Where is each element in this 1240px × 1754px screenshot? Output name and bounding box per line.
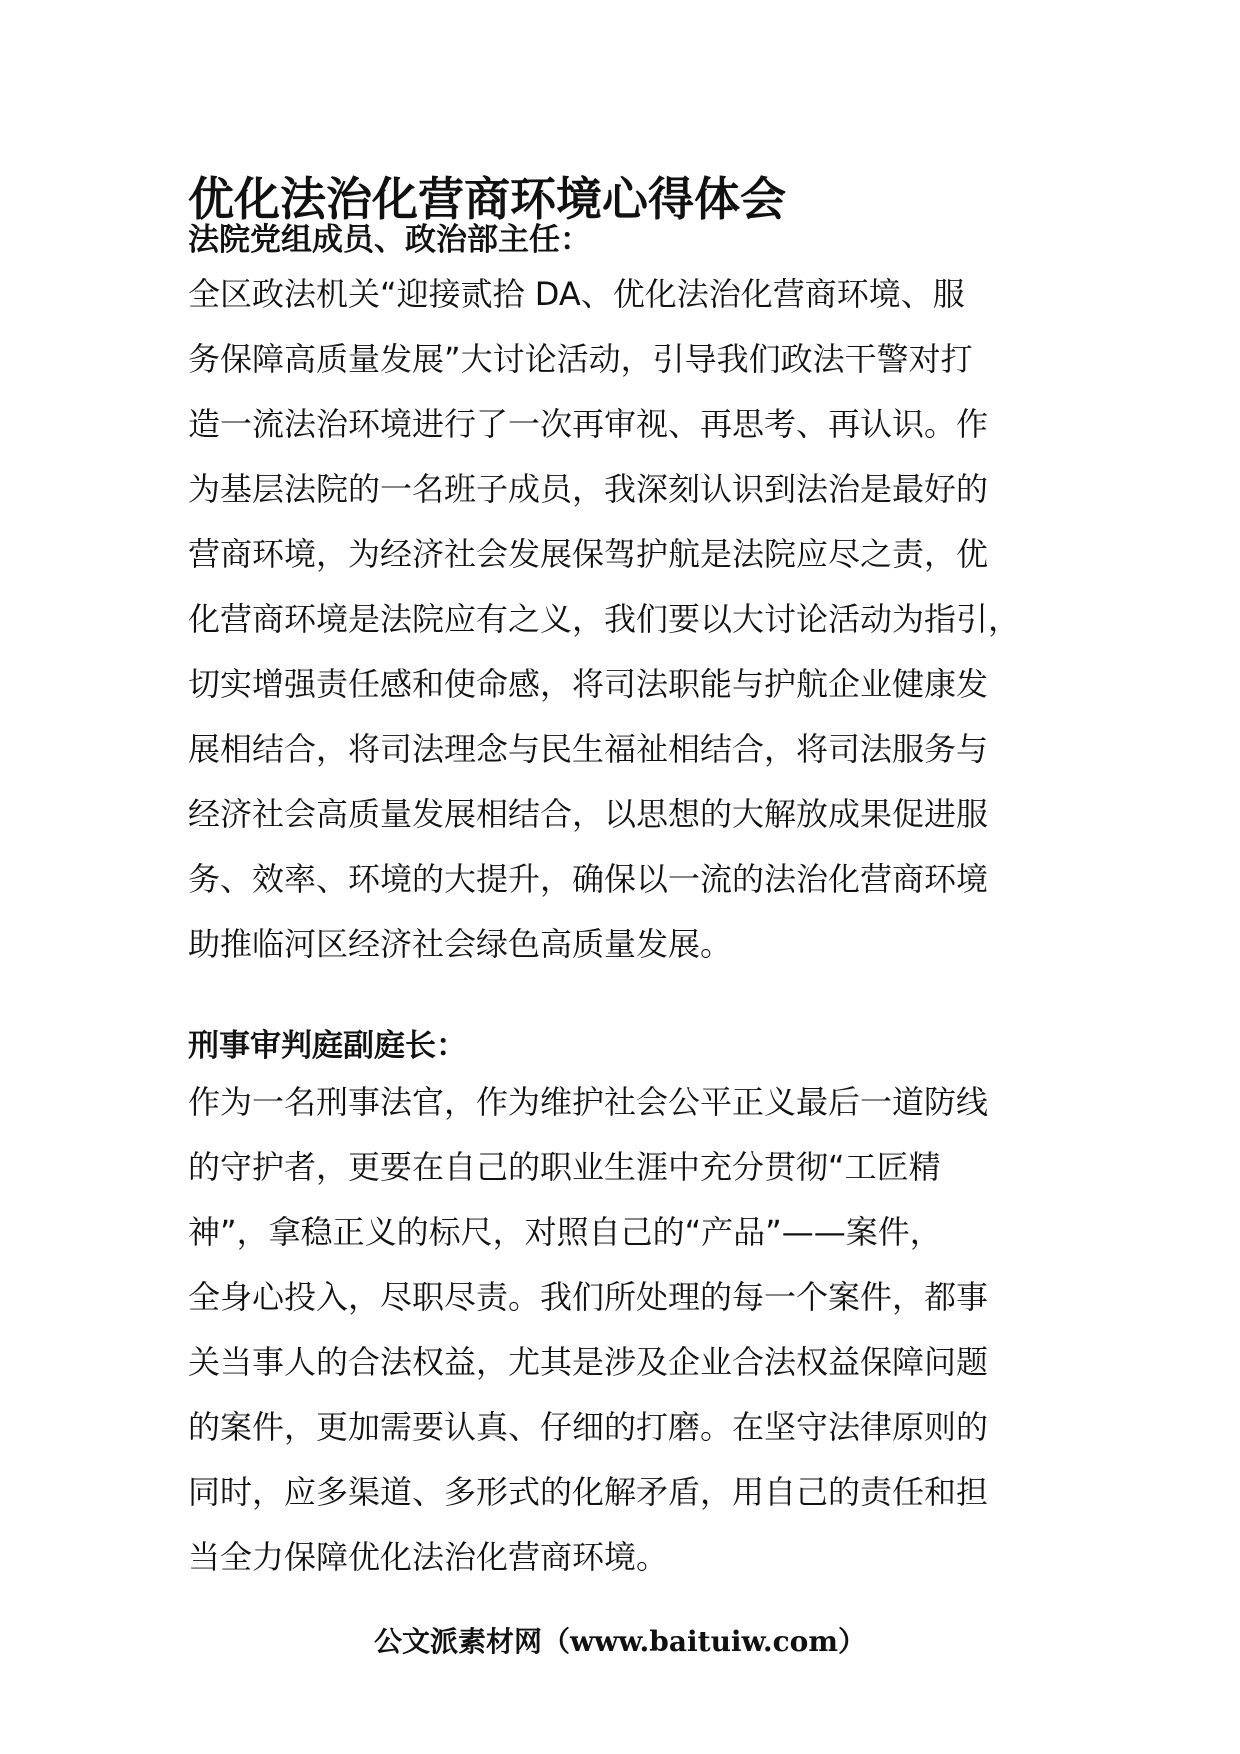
paragraph-line: 造一流法治环境进行了一次再审视、再思考、再认识。作 <box>188 405 989 443</box>
paragraph-line: 务保障高质量发展”大讨论活动，引导我们政法干警对打 <box>188 340 973 378</box>
footer-source: 公文派素材网（www.baituiw.com） <box>374 1625 866 1658</box>
paragraph-line: 全身心投入，尽职尽责。我们所处理的每一个案件，都事 <box>188 1278 989 1316</box>
paragraph-line: 助推临河区经济社会绿色高质量发展。 <box>188 925 733 963</box>
paragraph-line: 经济社会高质量发展相结合，以思想的大解放成果促进服 <box>188 795 989 833</box>
paragraph-line: 务、效率、环境的大提升，确保以一流的法治化营商环境 <box>188 860 989 898</box>
paragraph-line: 切实增强责任感和使命感，将司法职能与护航企业健康发 <box>188 665 989 703</box>
paragraph-line: 神”，拿稳正义的标尺，对照自己的“产品”——案件， <box>188 1213 942 1251</box>
paragraph-line: 为基层法院的一名班子成员，我深刻认识到法治是最好的 <box>188 470 989 508</box>
paragraph-line: 当全力保障优化法治化营商环境。 <box>188 1538 669 1576</box>
paragraph-line: 展相结合，将司法理念与民生福祉相结合，将司法服务与 <box>188 730 989 768</box>
paragraph-line: 营商环境，为经济社会发展保驾护航是法院应尽之责，优 <box>188 535 989 573</box>
paragraph-line: 全区政法机关“迎接贰拾 DA、优化法治化营商环境、服 <box>188 275 965 313</box>
paragraph-line: 同时，应多渠道、多形式的化解矛盾，用自己的责任和担 <box>188 1473 989 1511</box>
section-heading-2: 刑事审判庭副庭长： <box>188 1028 467 1064</box>
paragraph-line: 的守护者，更要在自己的职业生涯中充分贯彻“工匠精 <box>188 1148 941 1186</box>
section-paragraph-1 <box>188 262 1068 977</box>
paragraph-line: 化营商环境是法院应有之义，我们要以大讨论活动为指引， <box>188 600 1021 638</box>
section-paragraph-2 <box>188 1070 1068 1590</box>
document-title: 优化法治化营商环境心得体会 <box>188 172 786 226</box>
paragraph-line: 作为一名刑事法官，作为维护社会公平正义最后一道防线 <box>188 1083 989 1121</box>
paragraph-line: 关当事人的合法权益，尤其是涉及企业合法权益保障问题 <box>188 1343 989 1381</box>
paragraph-line: 的案件，更加需要认真、仔细的打磨。在坚守法律原则的 <box>188 1408 989 1446</box>
section-heading-1: 法院党组成员、政治部主任： <box>188 222 591 258</box>
